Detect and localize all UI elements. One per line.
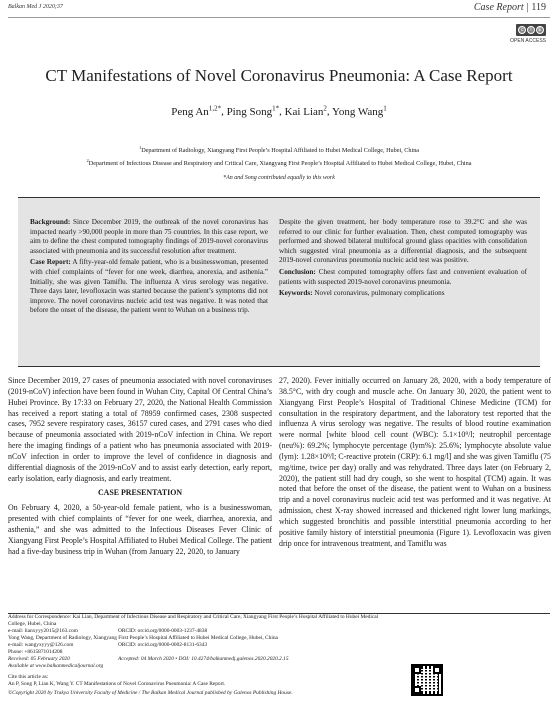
open-access-label: OPEN ACCESS bbox=[510, 38, 546, 44]
author-2: Ping Song$^{1*}$ bbox=[226, 104, 280, 118]
correspondence-address-2: Yong Wang, Department of Radiology, Xiangyang First People’s Hospital Affiliated to Hubei Medical College, Hubei, China bbox=[8, 635, 278, 641]
copyright: ©Copyright 2020 by Trakya University Faculty of Medicine / The Balkan Medical Journal published by Galenos Publishing House. bbox=[8, 690, 293, 696]
correspondence-address-line2: College, Hubei, China bbox=[8, 621, 57, 627]
accepted-doi: Accepted: 04 March 2020 • DOI: 10.4274/balkanmedj.galenos.2020.2020.2.15 bbox=[118, 656, 289, 662]
cite-label: Cite this article as: bbox=[8, 674, 49, 680]
orcid-2: ORCID: orcid.org/0000-0002-8131-6343 bbox=[118, 642, 208, 648]
body-right-column bbox=[279, 376, 551, 550]
abstract-case-continued: Despite the given treatment, her body temperature rose to 39.2°C and she was referred to our clinic for further evaluation. Then, chest computed tomography was performed and showed bilateral multifocal ground glass opacities with consolidation which suggested viral pneumonia as a differential diagnosis, and the subsequent 2019-novel coronavirus pneumonia nucleic acid test was positive. bbox=[279, 218, 527, 265]
abstract-keywords: Keywords: Novel coronavirus, pulmonary complications bbox=[279, 289, 445, 298]
phone: Phone: +8615871014208 bbox=[8, 649, 63, 655]
abstract-case-report: Case Report: A fifty-year-old female patient, who is a businesswoman, presented with chief complaints of “fever for one week, diarrhea, anorexia, and asthenia.” Initially, she was given Tamiflu. The influenza A virus serology was negative. Three days later, levofloxacin was started because the patient’s symptoms did not improve. The novel coronavirus nucleic acid test was negative. It was noted that before the onset of the disease, the patient went to Wuhan on a business trip. bbox=[30, 258, 268, 315]
abstract-background: Background: Since December 2019, the outbreak of the novel coronavirus has impacted nearly >90,000 people in more than 75 countries. In this case report, we aim to define the chest computed tomography findings of 2019-novel coronavirus associated with pneumonia and its successful resolution after treatment. bbox=[30, 218, 269, 255]
nc-icon: $ bbox=[536, 26, 544, 34]
available-at: Available at www.balkanmedicaljournal.org bbox=[8, 663, 104, 669]
author-3: Kai Lian$^2$ bbox=[284, 104, 327, 118]
cc-icon: c bbox=[518, 26, 526, 34]
creative-commons-badge bbox=[516, 24, 546, 36]
abstract-right-column bbox=[279, 218, 527, 301]
author-list: Peng $An^{1,2*}$, Ping Song$^{1*}$, Kai Lian$^2$, Yong Wang$^1$ bbox=[171, 104, 387, 118]
section-label: Case Report bbox=[473, 2, 524, 13]
case-paragraph: On February 4, 2020, a 50-year-old female patient, who is a businesswoman, presented with chief complaints of “fever for one week, diarrhea, anorexia, and asthenia,” and she was admitted to the Infectious Diseases Fever Clinic of Xiangyang First People’s Hospital Affiliated to Hubei Medical College. The patient had a five-day business trip in Wuhan (from January 22, 2020, to January bbox=[8, 503, 272, 556]
case-paragraph-continued: 27, 2020). Fever initially occurred on January 28, 2020, with a body temperature of 38.5°C, with dry cough and muscle ache. On January 30, 2020, the patient went to Xiangyang First People’s Hospital of Traditional Chinese Medicine (TCM) for consultation in the respiratory department, and the laboratory test reported that the influenza A virus serology was negative. The results of blood routine examination were normal [white blood cell count (WBC): 5.1×10⁹/l; neutrophil percentage (neu%): 69.2%; lymphocyte percentage (lym%): 25.6%; lymphocyte absolute value (lym): 1.28×10⁹/l; C-reactive protein (CRP): 6.1 mg/l] and she was given Tamiflu (75 mg/time, twice per day) orally and was rehydrated. Three days later (on February 2, 2020), the patient still had dry cough, so she went to hospital (TCM) again. It was noted that before the onset of the disease, the patient went to Wuhan on a business trip and a novel coronavirus nucleic acid test was performed and it was negative. At admission, chest X-ray showed increased and thickened right lower lung markings, which suggested bronchitis and possible interstitial pneumonia according to her positive family history of interstitial pneumonia (Figure 1). Levofloxacin was given drip once for intravenous treatment, and Tamiflu was bbox=[279, 376, 551, 548]
citation: An P, Song P, Lian K, Wang Y. CT Manifestations of Novel Coronavirus Pneumonia: A Case Report. bbox=[8, 681, 226, 687]
case-presentation-heading: CASE PRESENTATION bbox=[97, 488, 183, 498]
abstract-left-column bbox=[30, 218, 268, 318]
author-4: Yong Wang$^1$ bbox=[332, 104, 387, 118]
received-date: Received: 05 February 2020 bbox=[8, 656, 70, 662]
abstract-conclusion: Conclusion: Chest computed tomography offers fast and convenient evaluation of patients with suspected 2019-novel coronavirus pneumonia. bbox=[279, 267, 528, 286]
author-1: Peng $An^{1,2*}$ bbox=[171, 104, 222, 118]
body-left-column bbox=[8, 376, 272, 558]
equal-contribution-note: *An and Song contributed equally to this work bbox=[223, 175, 335, 181]
page-header: Case Report | 119 bbox=[473, 2, 546, 13]
intro-paragraph: Since December 2019, 27 cases of pneumonia associated with novel coronaviruses (2019-nCoV) infection have been found in Wuhan City, Capital Of Central China’s Hubei Province. By 17:33 on February 27, 2020, the National Health Commission has received a report stating a total of 78959 confirmed cases, 2308 suspected cases, 7952 severe respiratory cases, 36157 cured cases, and 2791 cases who died because of pneumonia associated with 2019-nCoV infection in China. We report here the imaging findings of a patient who has pneumonia associated with 2019-nCoV infection in order to improve the level of confidence in diagnosis and differential diagnosis of the 2019-nCoV and to assist early detection, early report, early isolation, early diagnosis, and early treatment. bbox=[8, 376, 272, 483]
by-icon: i bbox=[527, 26, 535, 34]
header-rule bbox=[8, 17, 550, 18]
journal-citation: Balkan Med J 2020;37 bbox=[8, 4, 63, 10]
affiliation-2: $^2$Department of Infectious Disease and Respiratory and Critical Care, Xiangyang First People’s Hospital Affiliated to Hubei Medical College, Hubei, China bbox=[86, 158, 472, 168]
affiliation-1: $^1$Department of Radiology, Xiangyang First People’s Hospital Affiliated to Hubei Medical College, Hubei, China bbox=[138, 145, 420, 155]
qr-code-icon bbox=[411, 664, 443, 696]
page-number: 119 bbox=[531, 2, 546, 13]
email-1: e-mail: lianxyyy2015@163.com bbox=[8, 628, 78, 634]
correspondence-address: Address for Correspondence: Kai Lian, Department of Infectious Disease and Respiratory and Critical Care, Xiangyang First People’s Hospital Affiliated to Hubei Medical bbox=[8, 614, 379, 620]
article-title: CT Manifestations of Novel Coronavirus Pneumonia: A Case Report bbox=[45, 66, 513, 85]
email-2: e-mail: wangyxyyy@126.com bbox=[8, 642, 74, 648]
orcid-1: ORCID: orcid.org/0000-0003-1237-4838 bbox=[118, 628, 208, 634]
